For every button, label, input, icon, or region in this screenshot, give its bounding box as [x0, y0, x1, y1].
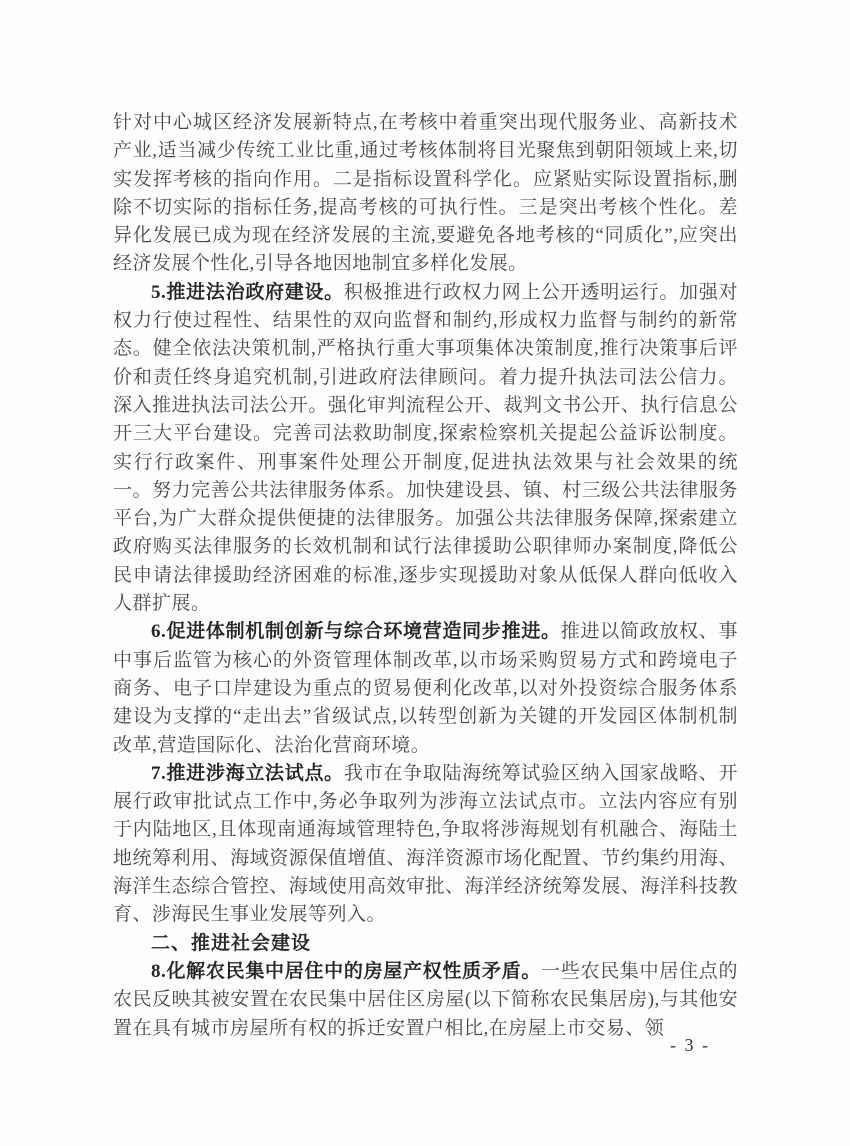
item-8-lead: 8.化解农民集中居住中的房屋产权性质矛盾。 — [151, 960, 542, 982]
paragraph-continuation — [113, 109, 738, 279]
item-6-lead: 6.促进体制机制创新与综合环境营造同步推进。 — [151, 621, 561, 643]
paragraph-item-6 — [113, 618, 738, 759]
body-text: 针对中心城区经济发展新特点,在考核中着重突出现代服务业、高新技术产业,适当减少传统工业比重,通过考核体制将目光聚焦到朝阳领域上来,切实发挥考核的指向作用。二是指标设置科学化。应紧贴实际设置指标,删除不切实际的指标任务,提高考核的可执行性。三是突出考核个性化。差异化发展已成为现在经济发展的主流,要避免各地考核的“同质化”,应突出经济发展个性化,引导各地因地制宜多样化发展。 — [113, 112, 738, 275]
item-7-lead: 7.推进涉海立法试点。 — [151, 762, 344, 784]
section-heading-2 — [113, 930, 738, 958]
body-text: 积极推进行政权力网上公开透明运行。加强对权力行使过程性、结果性的双向监督和制约,形成权力监督与制约的新常态。健全依法决策机制,严格执行重大事项集体决策制度,推行决策事后评价和责任终身追究机制,引进政府法律顾问。着力提升执法司法公信力。深入推进执法司法公开。强化审判流程公开、裁判文书公开、执行信息公开三大平台建设。完善司法救助制度,探索检察机关提起公益诉讼制度。实行行政案件、刑事案件处理公开制度,促进执法效果与社会效果的统一。努力完善公共法律服务体系。加快建设县、镇、村三级公共法律服务平台,为广大群众提供便捷的法律服务。加强公共法律服务保障,探索建立政府购买法律服务的长效机制和试行法律援助公职律师办案制度,降低公民申请法律援助经济困难的标准,逐步实现援助对象从低保人群向低收入人群扩展。 — [113, 281, 738, 615]
paragraph-item-5 — [113, 279, 738, 619]
paragraph-item-8 — [113, 958, 738, 1043]
body-text: 推进以简政放权、事中事后监管为核心的外资管理体制改革,以市场采购贸易方式和跨境电子商务、电子口岸建设为重点的贸易便利化改革,以对外投资综合服务体系建设为支撑的“走出去”省级试点,以转型创新为关键的开发园区体制机制改革,营造国际化、法治化营商环境。 — [113, 621, 738, 756]
body-text: 我市在争取陆海统筹试验区纳入国家战略、开展行政审批试点工作中,务必争取列为涉海立法试点市。立法内容应有别于内陆地区,且体现南通海域管理特色,争取将涉海规划有机融合、海陆土地统筹利用、海域资源保值增值、海洋资源市场化配置、节约集约用海、海洋生态综合管控、海域使用高效审批、海洋经济统筹发展、海洋科技教育、涉海民生事业发展等列入。 — [113, 762, 738, 926]
item-5-lead: 5.推进法治政府建设。 — [151, 281, 344, 303]
paragraph-item-7 — [113, 760, 738, 930]
text-block — [113, 109, 738, 1043]
section-heading-text: 二、推进社会建设 — [151, 932, 312, 954]
page-number: - 3 - — [670, 1035, 710, 1055]
body-text: 一些农民集中居住点的农民反映其被安置在农民集中居住区房屋(以下简称农民集居房),与其他安置在具有城市房屋所有权的拆迁安置户相比,在房屋上市交易、领 — [113, 960, 738, 1039]
